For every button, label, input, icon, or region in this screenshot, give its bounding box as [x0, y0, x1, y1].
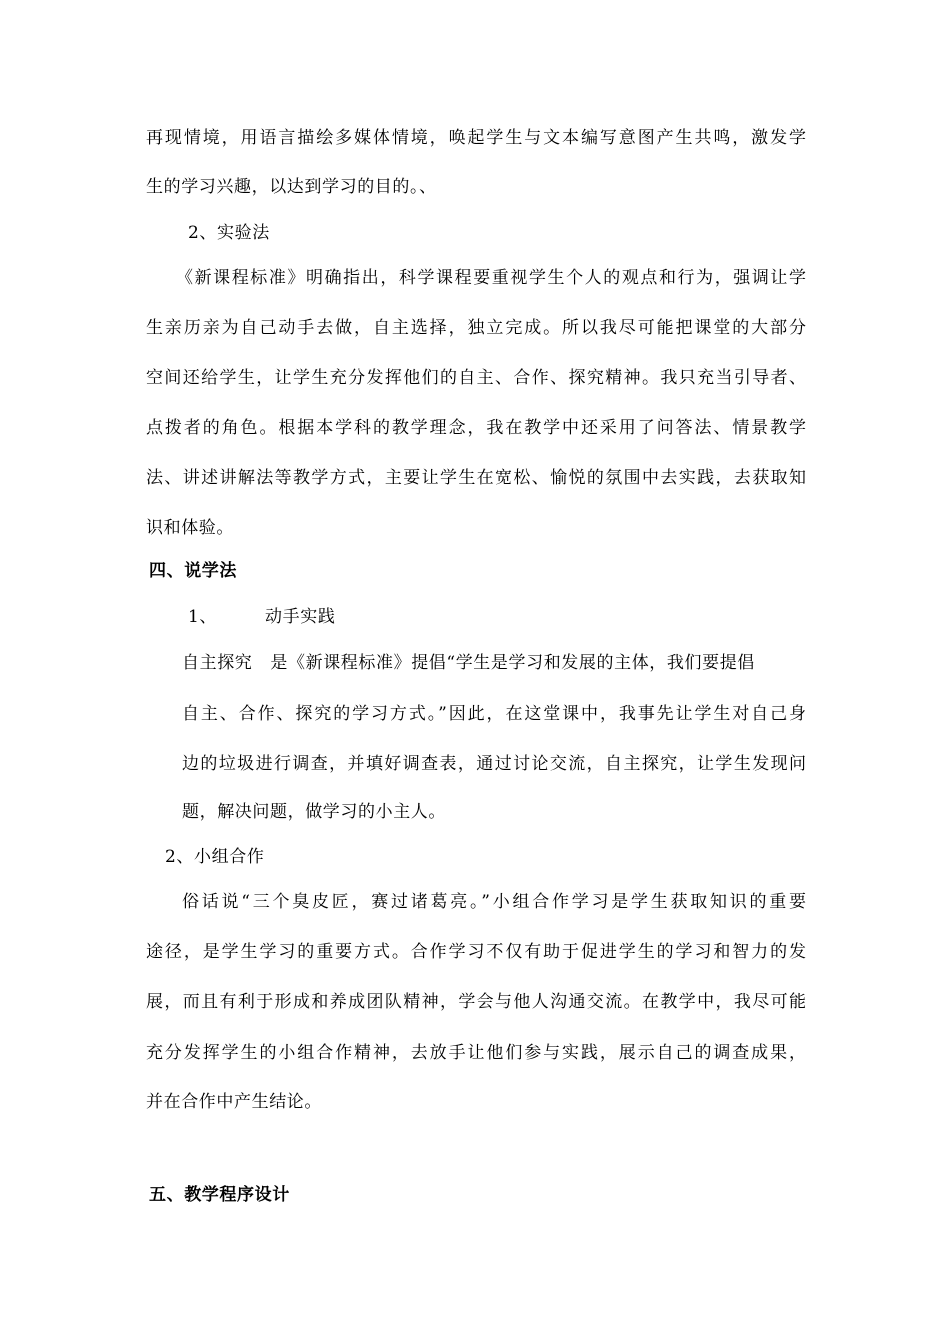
item-1-title-row: [188, 606, 335, 628]
section-5-heading: 五、教学程序设计: [149, 1185, 290, 1205]
item-1-line-2: 自主、合作、探究的学习方式。”因此，在这堂课中，我事先让学生对自己身: [182, 704, 806, 724]
item-1-number: 1、: [188, 607, 218, 627]
item-1-line-3: 边的垃圾进行调查，并填好调查表，通过讨论交流，自主探究，让学生发现问: [182, 754, 806, 774]
item-1-line-4: 题，解决问题，做学习的小主人。: [182, 802, 446, 822]
item-1-text-1: 是《新课程标准》提倡“学生是学习和发展的主体，我们要提倡: [270, 653, 755, 673]
item-2-line-1: 俗话说“三个臭皮匠，赛过诸葛亮。”小组合作学习是学生获取知识的重要: [182, 892, 806, 912]
method-2-title: 2、实验法: [188, 223, 270, 243]
item-1-line-1: [182, 652, 806, 674]
item-2-line-3: 展，而且有利于形成和养成团队精神，学会与他人沟通交流。在教学中，我尽可能: [146, 992, 806, 1012]
intro-line-2: 生的学习兴趣，以达到学习的目的。、: [146, 177, 437, 197]
method-2-line-1: 《新课程标准》明确指出，科学课程要重视学生个人的观点和行为，强调让学: [176, 268, 806, 288]
section-4-heading: 四、说学法: [149, 561, 237, 581]
item-1-lead: 自主探究: [182, 653, 253, 673]
method-2-line-4: 点拨者的角色。根据本学科的教学理念，我在教学中还采用了问答法、情景教学: [146, 418, 806, 438]
method-2-line-3: 空间还给学生，让学生充分发挥他们的自主、合作、探究精神。我只充当引导者、: [146, 368, 806, 388]
item-2-line-2: 途径，是学生学习的重要方式。合作学习不仅有助于促进学生的学习和智力的发: [146, 942, 806, 962]
method-2-line-2: 生亲历亲为自己动手去做，自主选择，独立完成。所以我尽可能把课堂的大部分: [146, 318, 806, 338]
intro-line-1: 再现情境，用语言描绘多媒体情境，唤起学生与文本编写意图产生共鸣，激发学: [146, 128, 806, 148]
method-2-line-5: 法、讲述讲解法等教学方式，主要让学生在宽松、愉悦的氛围中去实践，去获取知: [146, 468, 806, 488]
item-2-line-5: 并在合作中产生结论。: [146, 1092, 322, 1112]
item-2-title: 2、小组合作: [165, 847, 265, 867]
method-2-line-6: 识和体验。: [146, 518, 234, 538]
item-2-line-4: 充分发挥学生的小组合作精神，去放手让他们参与实践，展示自己的调查成果，: [146, 1043, 806, 1063]
item-1-title: 动手实践: [265, 607, 336, 627]
